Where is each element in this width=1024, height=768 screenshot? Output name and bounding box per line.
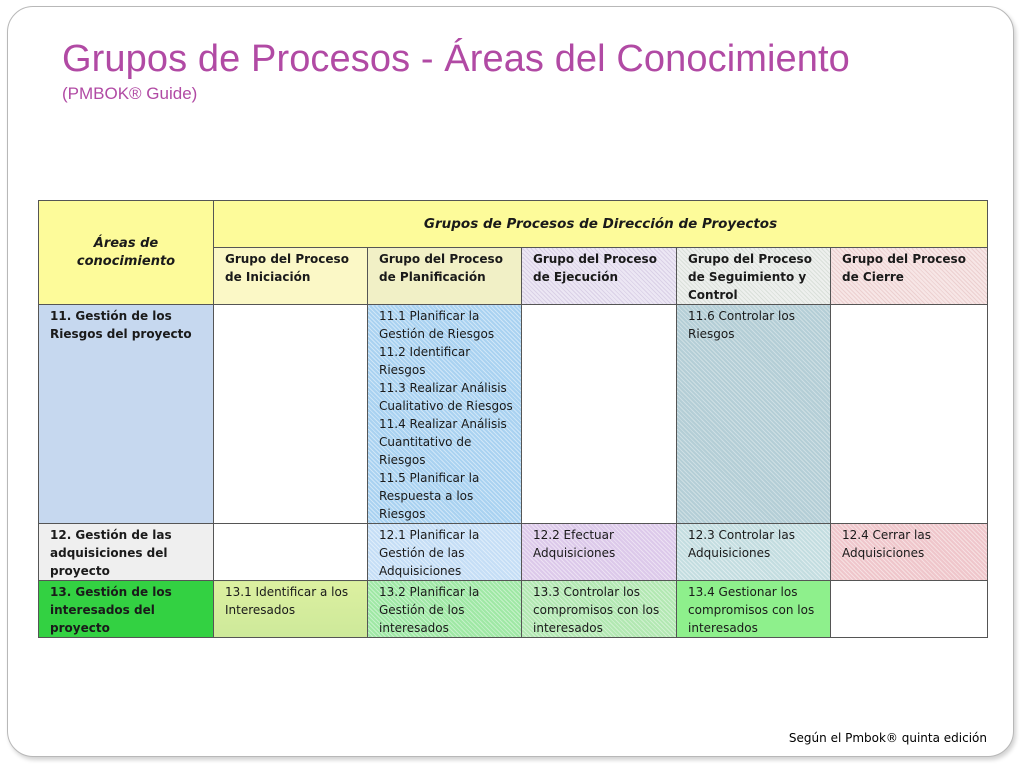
cell-interesados-cierre <box>831 581 988 638</box>
header-areas-de-conocimiento: Áreas de conocimiento <box>39 201 214 305</box>
footnote-source: Según el Pmbok® quinta edición <box>788 731 987 745</box>
area-interesados: 13. Gestión de los interesados del proyecto <box>39 581 214 638</box>
header-grupo-seguimiento-control: Grupo del Proceso de Seguimiento y Control <box>677 248 831 305</box>
slide-subtitle: (PMBOK® Guide) <box>62 84 198 103</box>
cell-interesados-seguimiento: 13.4 Gestionar los compromisos con los interesados <box>677 581 831 638</box>
table-row <box>39 524 988 581</box>
cell-interesados-iniciacion: 13.1 Identificar a los Interesados <box>214 581 368 638</box>
table-row <box>39 305 988 524</box>
cell-interesados-ejecucion: 13.3 Controlar los compromisos con los interesados <box>522 581 677 638</box>
cell-adquisiciones-iniciacion <box>214 524 368 581</box>
header-grupo-iniciacion: Grupo del Proceso de Iniciación <box>214 248 368 305</box>
cell-riesgos-ejecucion <box>522 305 677 524</box>
cell-adquisiciones-seguimiento: 12.3 Controlar las Adquisiciones <box>677 524 831 581</box>
slide-title: Grupos de Procesos - Áreas del Conocimiento <box>62 38 850 80</box>
area-adquisiciones: 12. Gestión de las adquisiciones del proyecto <box>39 524 214 581</box>
cell-adquisiciones-cierre: 12.4 Cerrar las Adquisiciones <box>831 524 988 581</box>
cell-riesgos-seguimiento: 11.6 Controlar los Riesgos <box>677 305 831 524</box>
cell-adquisiciones-ejecucion: 12.2 Efectuar Adquisiciones <box>522 524 677 581</box>
header-grupo-cierre: Grupo del Proceso de Cierre <box>831 248 988 305</box>
area-riesgos: 11. Gestión de los Riesgos del proyecto <box>39 305 214 524</box>
cell-interesados-planificacion: 13.2 Planificar la Gestión de los interesados <box>368 581 522 638</box>
table-row <box>39 581 988 638</box>
header-grupo-planificacion: Grupo del Proceso de Planificación <box>368 248 522 305</box>
cell-adquisiciones-planificacion: 12.1 Planificar la Gestión de las Adquisiciones <box>368 524 522 581</box>
header-grupo-ejecucion: Grupo del Proceso de Ejecución <box>522 248 677 305</box>
process-groups-table <box>38 200 988 638</box>
cell-riesgos-cierre <box>831 305 988 524</box>
cell-riesgos-iniciacion <box>214 305 368 524</box>
cell-riesgos-planificacion: 11.1 Planificar la Gestión de Riesgos 11.2 Identificar Riesgos 11.3 Realizar Análisis Cualitativo de Riesgos 11.4 Realizar Análisis Cuantitativo de Riesgos 11.5 Planificar la Respuesta a los Riesgos <box>368 305 522 524</box>
header-grupos-de-procesos: Grupos de Procesos de Dirección de Proyectos <box>214 201 988 248</box>
